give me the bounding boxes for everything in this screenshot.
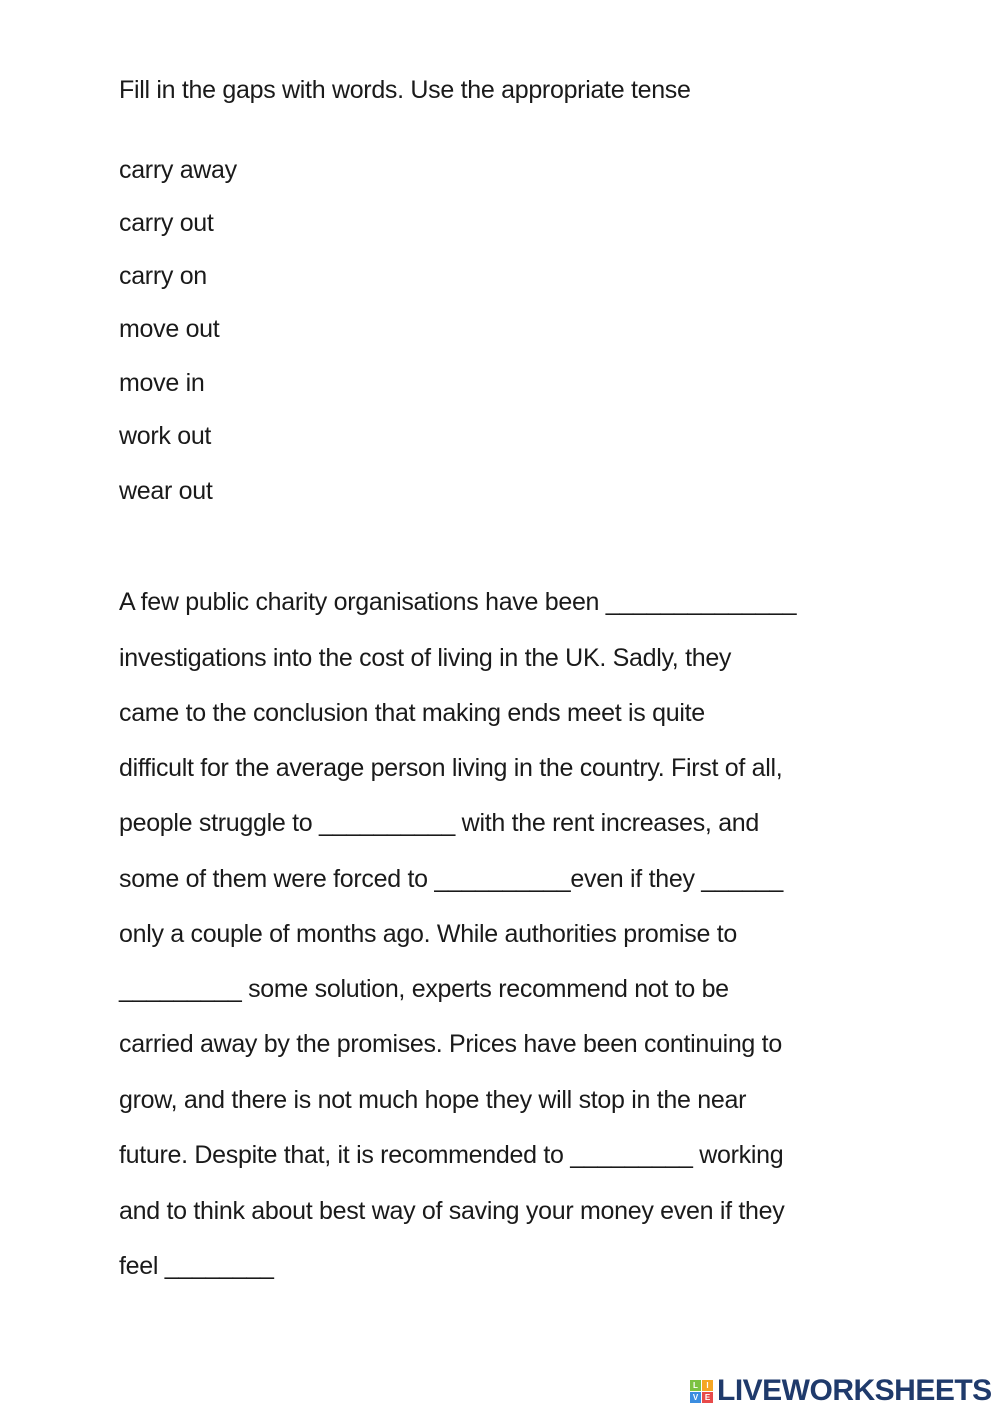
word-bank-item: work out	[119, 422, 212, 450]
paragraph-line: feel ________	[119, 1252, 274, 1280]
word-bank-item: move out	[119, 315, 220, 343]
instruction: Fill in the gaps with words. Use the appropriate tense	[119, 76, 691, 104]
logo-tile: V	[690, 1392, 701, 1403]
word-bank-item: move in	[119, 369, 205, 397]
logo-tile: E	[702, 1392, 713, 1403]
word-bank-item: wear out	[119, 477, 213, 505]
paragraph-line: investigations into the cost of living in the UK. Sadly, they	[119, 644, 732, 672]
word-bank-item: carry on	[119, 262, 207, 290]
logo-text: LIVEWORKSHEETS	[717, 1374, 992, 1407]
paragraph-line: future. Despite that, it is recommended to _________ working	[119, 1141, 784, 1169]
paragraph-line: carried away by the promises. Prices have been continuing to	[119, 1030, 782, 1058]
logo-tile: L	[690, 1380, 701, 1391]
paragraph-line: A few public charity organisations have been ______________	[119, 588, 797, 616]
paragraph-line: difficult for the average person living in the country. First of all,	[119, 754, 783, 782]
paragraph-line: and to think about best way of saving your money even if they	[119, 1197, 785, 1225]
paragraph-line: some of them were forced to __________even if they ______	[119, 865, 783, 893]
paragraph-line: _________ some solution, experts recommend not to be	[119, 975, 729, 1003]
word-bank-item: carry out	[119, 209, 214, 237]
logo-tiles-icon	[690, 1380, 713, 1403]
paragraph-line: grow, and there is not much hope they will stop in the near	[119, 1086, 747, 1114]
paragraph-line: people struggle to __________ with the rent increases, and	[119, 809, 760, 837]
logo-tile: I	[702, 1380, 713, 1391]
paragraph-line: came to the conclusion that making ends meet is quite	[119, 699, 705, 727]
paragraph-line: only a couple of months ago. While authorities promise to	[119, 920, 737, 948]
liveworksheets-logo	[690, 1374, 992, 1408]
word-bank-item: carry away	[119, 156, 237, 184]
